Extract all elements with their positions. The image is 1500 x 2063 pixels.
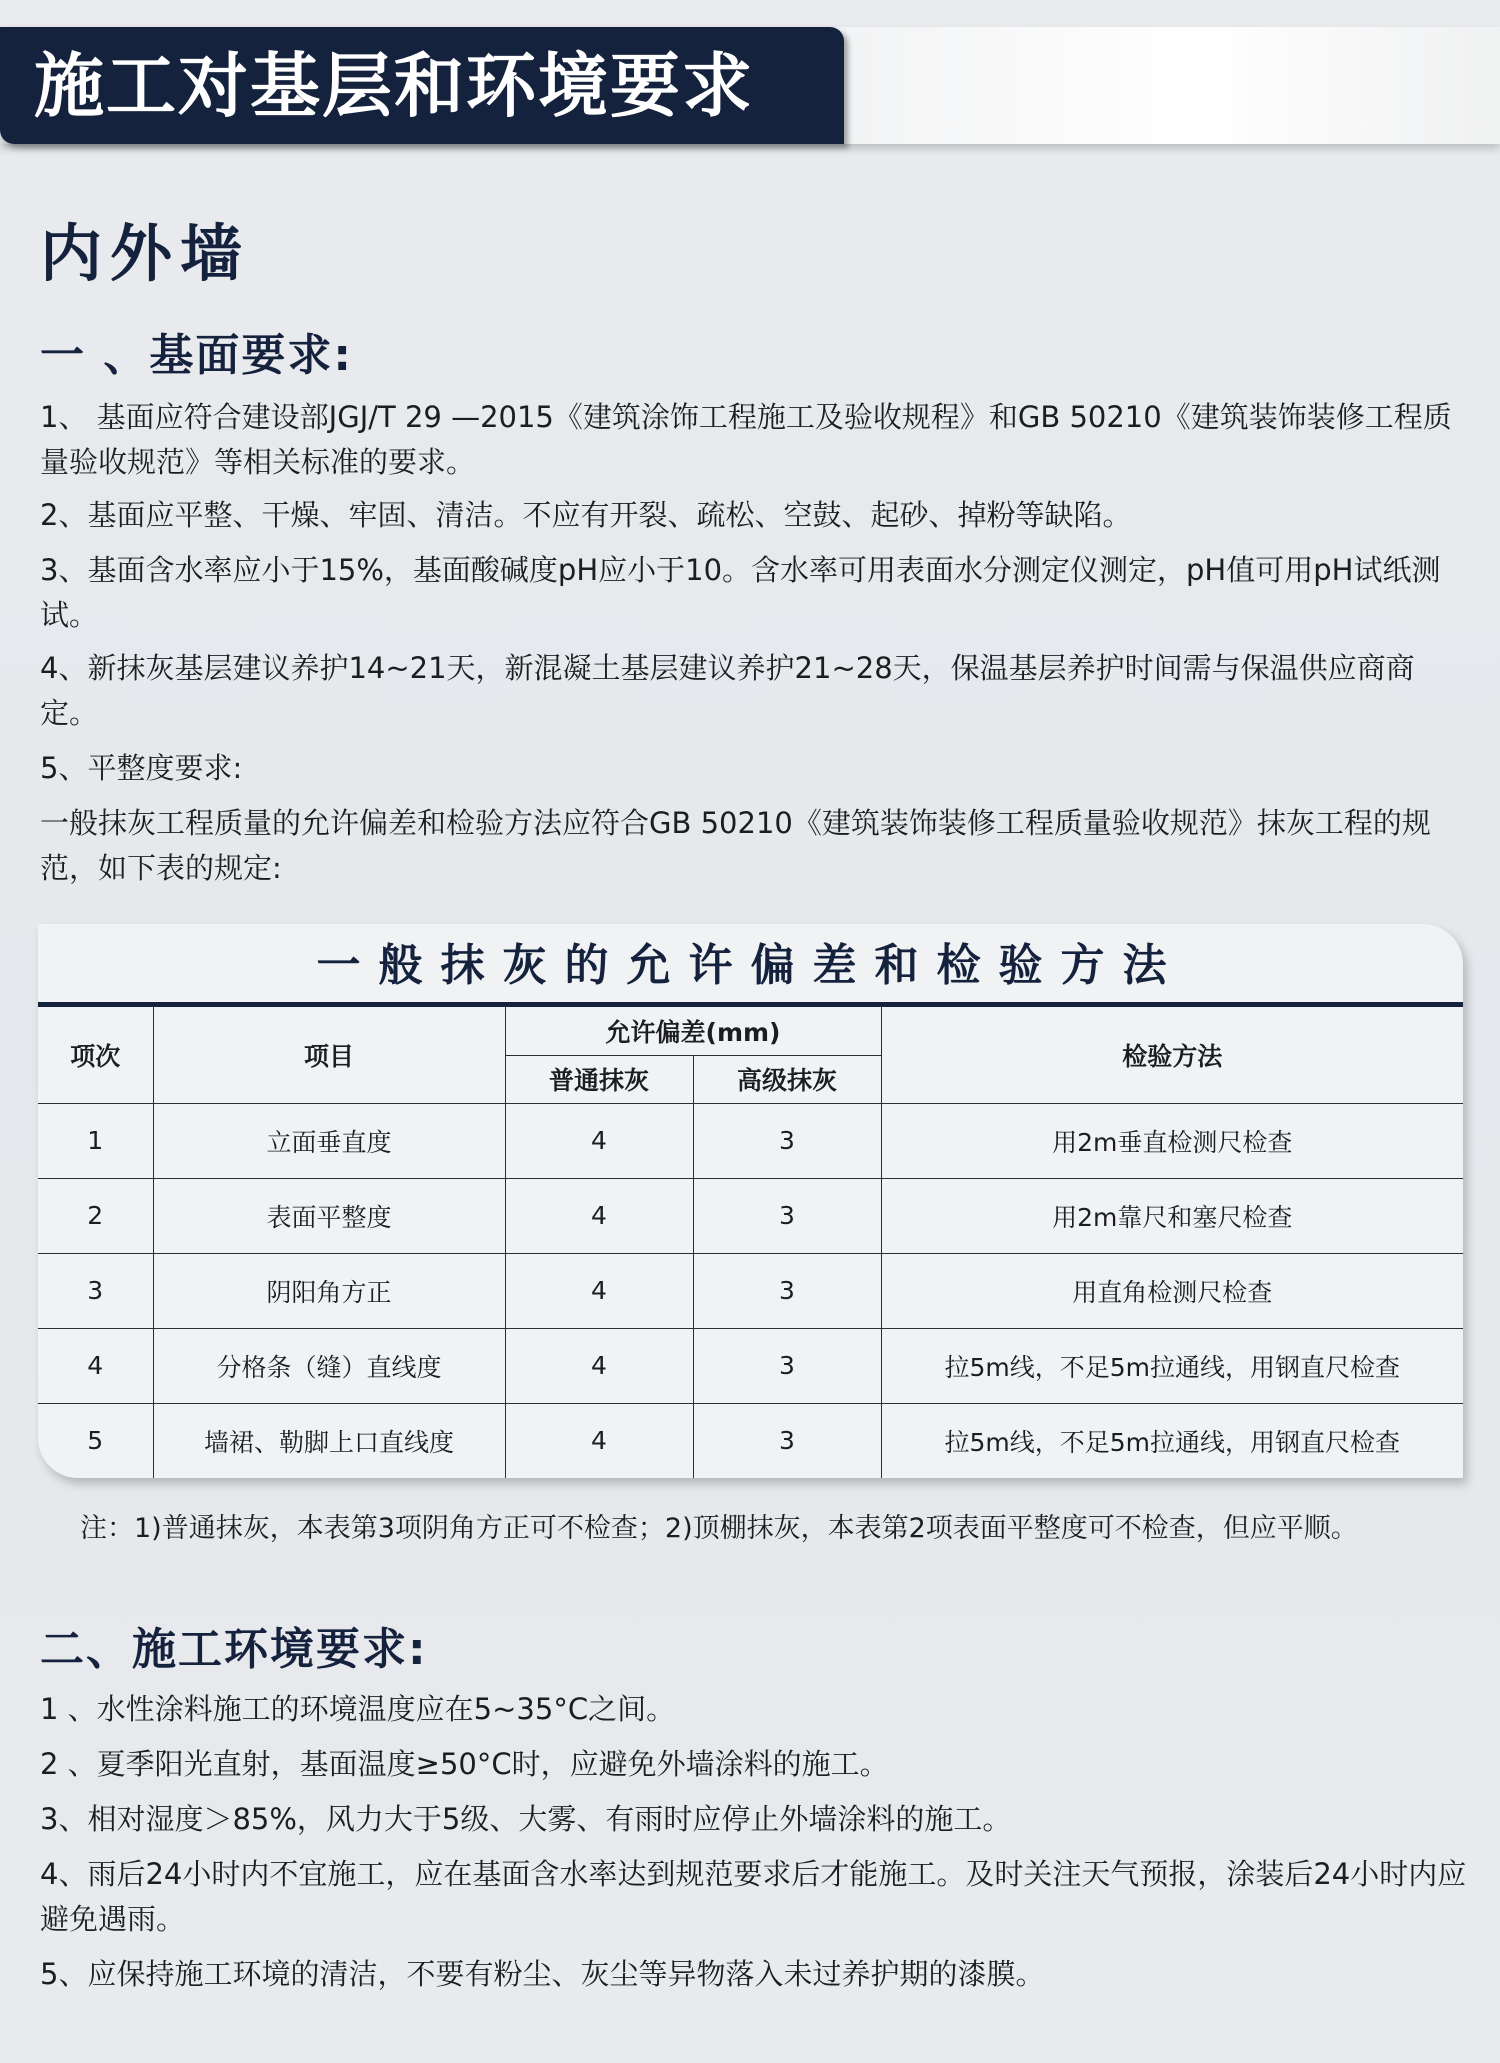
environment-item-1: 1 、水性涂料施工的环境温度应在5~35°C之间。 [40, 1692, 676, 1726]
row-item: 分格条（缝）直线度 [153, 1328, 505, 1403]
row-method: 拉5m线，不足5m拉通线，用钢直尺检查 [881, 1403, 1463, 1478]
header-item: 项目 [153, 1007, 505, 1103]
substrate-requirements-heading: 一 、基面要求: [40, 330, 353, 381]
row-normal: 4 [505, 1178, 693, 1253]
row-index: 5 [38, 1403, 153, 1478]
table-note: 注：1)普通抹灰，本表第3项阴角方正可不检查；2)顶棚抹灰，本表第2项表面平整度可不检查，但应平顺。 [80, 1513, 1358, 1544]
row-method: 用2m垂直检测尺检查 [881, 1103, 1463, 1178]
tolerance-table [38, 1007, 1463, 1478]
environment-item-3: 3、相对湿度＞85%，风力大于5级、大雾、有雨时应停止外墙涂料的施工。 [40, 1802, 1012, 1836]
page-title: 施工对基层和环境要求 [34, 45, 754, 127]
table-title: 一般抹灰的允许偏差和检验方法 [316, 940, 1185, 991]
environment-requirements-heading: 二、施工环境要求: [40, 1624, 428, 1675]
section-title: 内外墙 [40, 217, 251, 290]
row-advanced: 3 [693, 1253, 881, 1328]
substrate-item-1: 1、 基面应符合建设部JGJ/T 29 —2015《建筑涂饰工程施工及验收规程》和GB 50210《建筑装饰装修工程质量验收规范》等相关标准的要求。 [40, 400, 1452, 479]
substrate-item-4: 4、新抹灰基层建议养护14~21天，新混凝土基层建议养护21~28天，保温基层养护时间需与保温供应商商定。 [40, 651, 1415, 730]
substrate-item-5: 5、平整度要求: [40, 751, 243, 785]
environment-item-5: 5、应保持施工环境的清洁，不要有粉尘、灰尘等异物落入未过养护期的漆膜。 [40, 1957, 1045, 1991]
row-normal: 4 [505, 1403, 693, 1478]
row-method: 用直角检测尺检查 [881, 1253, 1463, 1328]
row-advanced: 3 [693, 1178, 881, 1253]
substrate-item-2: 2、基面应平整、干燥、牢固、清洁。不应有开裂、疏松、空鼓、起砂、掉粉等缺陷。 [40, 498, 1132, 532]
row-normal: 4 [505, 1328, 693, 1403]
header-normal-plaster: 普通抹灰 [505, 1055, 693, 1103]
row-item: 表面平整度 [153, 1178, 505, 1253]
environment-item-4: 4、雨后24小时内不宜施工，应在基面含水率达到规范要求后才能施工。及时关注天气预报，涂装后24小时内应避免遇雨。 [40, 1857, 1467, 1936]
row-method: 拉5m线，不足5m拉通线，用钢直尺检查 [881, 1328, 1463, 1403]
row-normal: 4 [505, 1103, 693, 1178]
header-index: 项次 [38, 1007, 153, 1103]
table-row [38, 1103, 1463, 1178]
table-row [38, 1403, 1463, 1478]
table-row [38, 1178, 1463, 1253]
row-advanced: 3 [693, 1328, 881, 1403]
row-index: 1 [38, 1103, 153, 1178]
row-item: 墙裙、勒脚上口直线度 [153, 1403, 505, 1478]
row-item: 阴阳角方正 [153, 1253, 505, 1328]
substrate-item-3: 3、基面含水率应小于15%，基面酸碱度pH应小于10。含水率可用表面水分测定仪测定，pH值可用pH试纸测试。 [40, 553, 1441, 632]
header-tolerance: 允许偏差(mm) [505, 1007, 881, 1055]
row-normal: 4 [505, 1253, 693, 1328]
row-index: 3 [38, 1253, 153, 1328]
table-row [38, 1253, 1463, 1328]
row-index: 2 [38, 1178, 153, 1253]
tolerance-table-card [38, 924, 1463, 1478]
row-item: 立面垂直度 [153, 1103, 505, 1178]
substrate-item-6: 一般抹灰工程质量的允许偏差和检验方法应符合GB 50210《建筑装饰装修工程质量验收规范》抹灰工程的规范，如下表的规定: [40, 806, 1431, 885]
header-advanced-plaster: 高级抹灰 [693, 1055, 881, 1103]
environment-item-2: 2 、夏季阳光直射，基面温度≥50°C时，应避免外墙涂料的施工。 [40, 1747, 889, 1781]
row-index: 4 [38, 1328, 153, 1403]
header-method: 检验方法 [881, 1007, 1463, 1103]
row-advanced: 3 [693, 1103, 881, 1178]
row-method: 用2m靠尺和塞尺检查 [881, 1178, 1463, 1253]
table-row [38, 1328, 1463, 1403]
row-advanced: 3 [693, 1403, 881, 1478]
